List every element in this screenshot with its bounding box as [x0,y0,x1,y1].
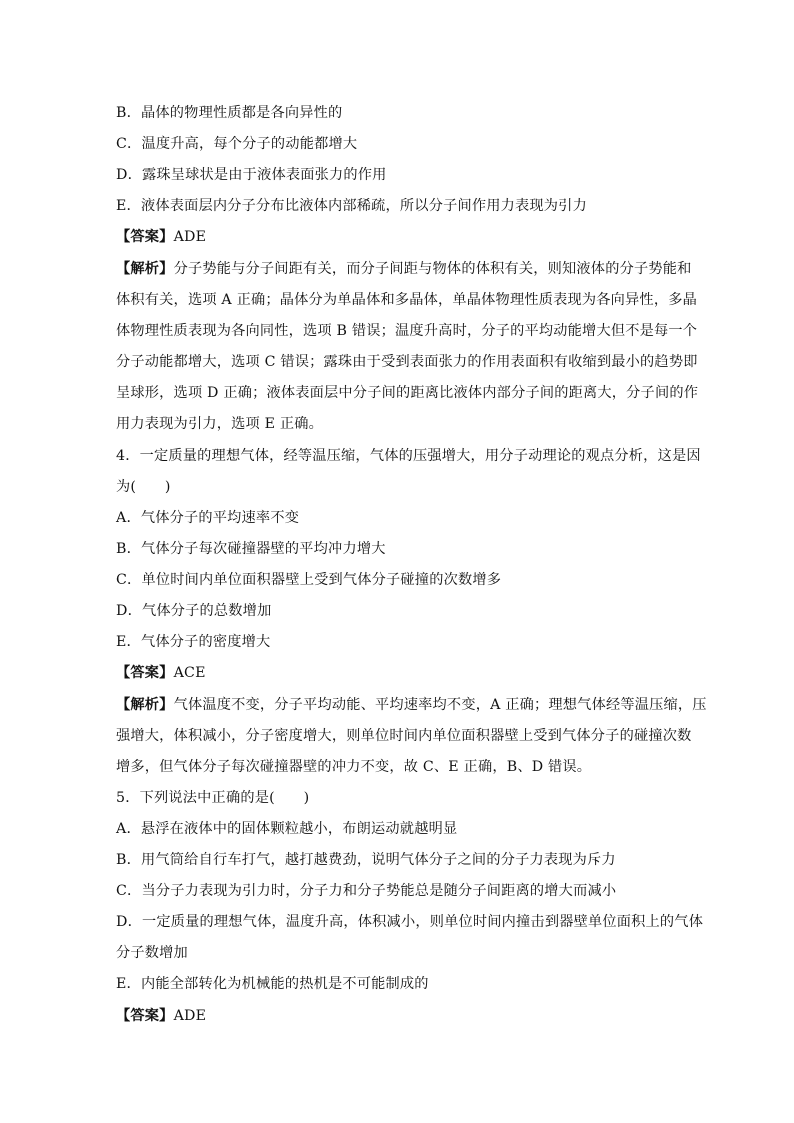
analysis-text: 分子势能与分子间距有关，而分子间距与物体的体积有关，则知液体的分子势能和 [173,261,692,277]
q3-analysis-line-1 [116,259,692,279]
q4-answer [116,663,206,683]
analysis-tag: 【解析】 [116,697,174,713]
q3-analysis-line-2: 体积有关，选项 A 正确；晶体分为单晶体和多晶体，单晶体物理性质表现为各向异性，多晶 [116,292,697,308]
q3-option-c: C．温度升高，每个分子的动能都增大 [116,136,358,152]
q4-option-e: E．气体分子的密度增大 [116,634,271,650]
q3-option-d: D．露珠呈球状是由于液体表面张力的作用 [116,167,387,183]
q4-analysis-line-1 [116,695,707,715]
q4-analysis-line-3: 增多，但气体分子每次碰撞器壁的冲力不变，故 C、E 正确，B、D 错误。 [116,759,592,775]
answer-value: ADE [173,229,207,245]
q5-option-e: E．内能全部转化为机械能的热机是不可能制成的 [116,976,429,992]
q4-option-b: B．气体分子每次碰撞器壁的平均冲力增大 [116,541,386,557]
q4-stem-line-2: 为( ) [116,479,171,495]
q4-option-c: C．单位时间内单位面积器壁上受到气体分子碰撞的次数增多 [116,572,502,588]
q4-option-a: A．气体分子的平均速率不变 [116,510,300,526]
answer-value: ADE [173,1008,207,1024]
q5-option-c: C．当分子力表现为引力时，分子力和分子势能总是随分子间距离的增大而减小 [116,883,617,899]
q3-analysis-line-6: 用力表现为引力，选项 E 正确。 [116,416,324,432]
answer-tag: 【答案】 [116,229,174,245]
q4-option-d: D．气体分子的总数增加 [116,603,272,619]
q5-stem: 5．下列说法中正确的是( ) [116,790,310,806]
q3-analysis-line-4: 分子动能都增大，选项 C 错误；露珠由于受到表面张力的作用表面积有收缩到最小的趋势即 [116,354,698,370]
q4-stem-line-1: 4．一定质量的理想气体，经等温压缩，气体的压强增大，用分子动理论的观点分析，这是因 [116,448,701,464]
q3-option-e: E．液体表面层内分子分布比液体内部稀疏，所以分子间作用力表现为引力 [116,198,587,214]
q5-option-d-line-1: D．一定质量的理想气体，温度升高，体积减小，则单位时间内撞击到器壁单位面积上的气体 [116,914,704,930]
q5-option-a: A．悬浮在液体中的固体颗粒越小，布朗运动就越明显 [116,821,458,837]
answer-value: ACE [173,665,206,681]
q3-answer [116,227,206,247]
q3-option-b: B．晶体的物理性质都是各向异性的 [116,105,343,121]
answer-tag: 【答案】 [116,665,174,681]
q5-option-d-line-2: 分子数增加 [116,945,188,961]
analysis-tag: 【解析】 [116,261,174,277]
q3-analysis-line-5: 呈球形，选项 D 正确；液体表面层中分子间的距离比液体内部分子间的距离大，分子间的作 [116,385,699,401]
q3-analysis-line-3: 体物理性质表现为各向同性，选项 B 错误；温度升高时，分子的平均动能增大但不是每一个 [116,323,698,339]
analysis-text: 气体温度不变，分子平均动能、平均速率均不变，A 正确；理想气体经等温压缩，压 [173,697,707,713]
answer-tag: 【答案】 [116,1008,174,1024]
q5-answer [116,1006,206,1026]
q5-option-b: B．用气筒给自行车打气，越打越费劲，说明气体分子之间的分子力表现为斥力 [116,852,616,868]
q4-analysis-line-2: 强增大，体积减小，分子密度增大，则单位时间内单位面积器壁上受到气体分子的碰撞次数 [116,728,692,744]
